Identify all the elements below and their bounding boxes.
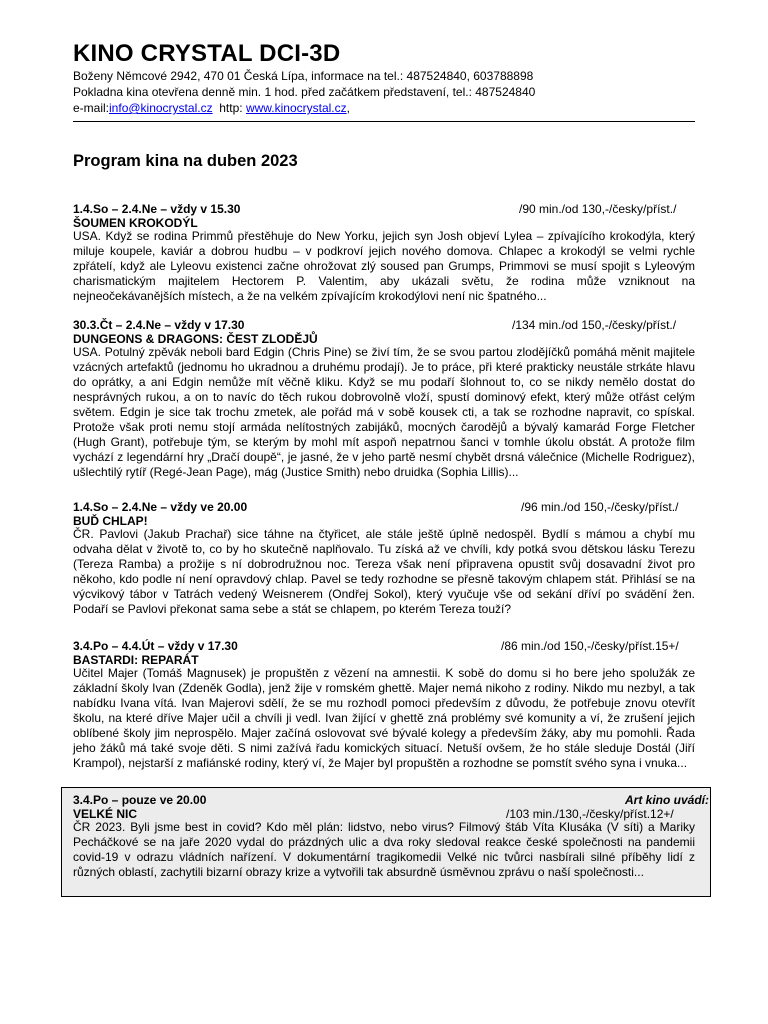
movie-description: USA. Potulný zpěvák neboli bard Edgin (Chris Pine) se živí tím, že se svou partou zlodějíčků pomáhá měnit majitele vzácných artefaktů (jednomu ho ukradnou a druhému prodají). Je to práce, při které prakticky neustále strkáte hlavu do oprátky, a ani Edgin nemůže mít věčně kliku. Když se mu podaří šlohnout to, co se nikdy nemělo dostat do nesprávných rukou, a on to navíc do těch rukou dobrovolně vloží, spustí dominový efekt, který může otřást celým světem. Edgin je sice tak trochu zmetek, ale pořád má v sobě kousek cti, a tak se rozhodne napravit, co spískal. Protože však proti nemu stojí armáda nelítostných zabijáků, mocných čarodějů a bývalý kamarád Forge Fletcher (Hugh Grant), potřebuje tým, se kterým by mohl mít aspoň nepatrnou šanci v tomhle úkolu obstát. A protože film vychází z legendární hry „Dračí doupě“, je jasné, že v jeho partě nesmí chybět drsná válečnice (Michelle Rodriguez), ušlechtilý rytíř (Regé-Jean Page), mág (Justice Smith) nebo druidka (Sophia Lillis)...: [73, 345, 695, 479]
movie-entry: [73, 202, 695, 304]
contact-line: [73, 100, 697, 116]
movie-title: ŠOUMEN KROKODÝL: [73, 216, 198, 230]
program-title: Program kina na duben 2023: [73, 152, 298, 170]
screening-date: 1.4.So – 2.4.Ne – vždy ve 20.00: [73, 500, 248, 514]
email-label: e-mail:: [73, 101, 110, 115]
http-label: http:: [219, 101, 243, 115]
cinema-title: KINO CRYSTAL DCI-3D: [73, 40, 341, 67]
screening-info: /103 min./130,-/česky/příst.12+/: [506, 807, 674, 821]
screening-info: /96 min./od 150,-/česky/příst./: [521, 500, 679, 514]
art-kino-label: Art kino uvádí:: [625, 793, 710, 807]
movie-description: ČR 2023. Byli jsme best in covid? Kdo měl plán: lidstvo, nebo virus? Filmový štáb Víta Klusáka (V síti) a Mariky Pecháčkové se na jaře 2020 vydal do prázdných ulic a dva roky sledoval reakce české společnosti na pandemii covid-19 v odrazu vládních nařízení. V dokumentární tragikomedii Velké nic tvůrci nasbírali silné příběhy lidí z různých oblastí, zachytili bizarní obrazy krize a vytvořili tak absurdně úsměvnou zprávu o naší společnosti...: [73, 820, 695, 879]
screening-info: /134 min./od 150,-/česky/příst./: [512, 318, 677, 332]
movie-title: DUNGEONS & DRAGONS: ČEST ZLODĚJŮ: [73, 332, 318, 346]
movie-title: VELKÉ NIC: [73, 807, 138, 821]
header-divider: [73, 121, 695, 122]
screening-info: /90 min./od 130,-/česky/příst./: [519, 202, 677, 216]
email-link[interactable]: info@kinocrystal.cz: [109, 101, 213, 115]
movie-entry: [73, 639, 695, 771]
movie-entry: [73, 318, 695, 480]
movie-description: USA. Když se rodina Primmů přestěhuje do New Yorku, jejich syn Josh objeví Lylea – zpívajícího krokodýla, který miluje koupele, kaviár a dobrou hudbu – v podkroví jejich nového domova. Chlapec a krokodýl se velmi rychle zpřátelí, když ale Lyleovu existenci začne ohrožovat zlý soused pan Grumps, Primmovi se musí spojit s Lyleovým charismatickým majitelem Hectorem P. Valentim, aby ukázali světu, že rodina může vzniknout na nejneočekávanějších místech, a že na velkém zpívajícím krokodýlovi není nic špatného...: [73, 229, 695, 303]
box-office-hours: Pokladna kina otevřena denně min. 1 hod. před začátkem představení, tel.: 487524840: [73, 85, 536, 99]
movie-entry: [73, 500, 695, 617]
movie-entry-art-kino: [73, 793, 710, 880]
website-suffix: ,: [346, 101, 350, 115]
movie-title: BUĎ CHLAP!: [73, 514, 148, 528]
movie-description: ČR. Pavlovi (Jakub Prachař) sice táhne na čtyřicet, ale stále ještě úplně nedospěl. Bydlí s mámou a chybí mu odvaha dělat v životě to, co by ho skutečně naplňovalo. Tu získá až ve chvíli, kdy potká svou dětskou lásku Terezu (Tereza Ramba) a prožije s ní dobrodružnou noc. Tereza však není připravena opustit svůj dosavadní život pro někoho, kdo podle ní není opravdový chlap. Pavel se tedy rozhodne se přesně takovým chlapem stát. Přihlásí se na výcvikový tábor v Tatrách vedený Weisnerem (Ondřej Sokol), který vyučuje vše od sekání dříví po svádění žen. Podaří se Pavlovi překonat sama sebe a stát se chlapem, po kterém Tereza touží?: [73, 527, 695, 616]
movie-description: Učitel Majer (Tomáš Magnusek) je propuštěn z vězení na amnestii. K sobě do domu si ho bere jeho spolužák ze základní školy Ivan (Zdeněk Godla), jenž žije v romském ghettě. Majer nemá nikoho z rodiny. Nikdo mu nezbyl, a tak nabídku Ivana vítá. Ivan Majerovi sdělí, že se mu rozhodl pomoci především z důvodu, že potřebuje znovu otevřít školu, na které dříve Majer učil a chvíli ji vedl. Ivan žijící v ghettě zná problémy své komunity a ví, že zrušení jejich oblíbené školy jim neprospělo. Majer začíná oslovovat své bývalé kolegy a především žáky, aby mu pomohli. Řada jeho žáků má také svoje děti. S nimi zažívá řadu komických situací. Netuší ovšem, že ho stále sleduje Dostál (Jiří Krampol), nejstarší z mafiánské rodiny, který ví, že Majer byl propuštěn a rozhodne se pomstít svého syna i vnuka...: [73, 666, 695, 770]
website-link[interactable]: www.kinocrystal.cz: [245, 101, 347, 115]
movie-title: BASTARDI: REPARÁT: [73, 653, 199, 667]
screening-date: 3.4.Po – 4.4.Út – vždy v 17.30: [73, 639, 238, 653]
screening-info: /86 min./od 150,-/česky/příst.15+/: [501, 639, 679, 653]
cinema-address: Boženy Němcové 2942, 470 01 Česká Lípa, informace na tel.: 487524840, 603788898: [73, 69, 534, 83]
screening-date: 1.4.So – 2.4.Ne – vždy v 15.30: [73, 202, 241, 216]
screening-date: 30.3.Čt – 2.4.Ne – vždy v 17.30: [73, 318, 245, 332]
cinema-header: [73, 40, 697, 116]
screening-date: 3.4.Po – pouze ve 20.00: [73, 793, 207, 807]
